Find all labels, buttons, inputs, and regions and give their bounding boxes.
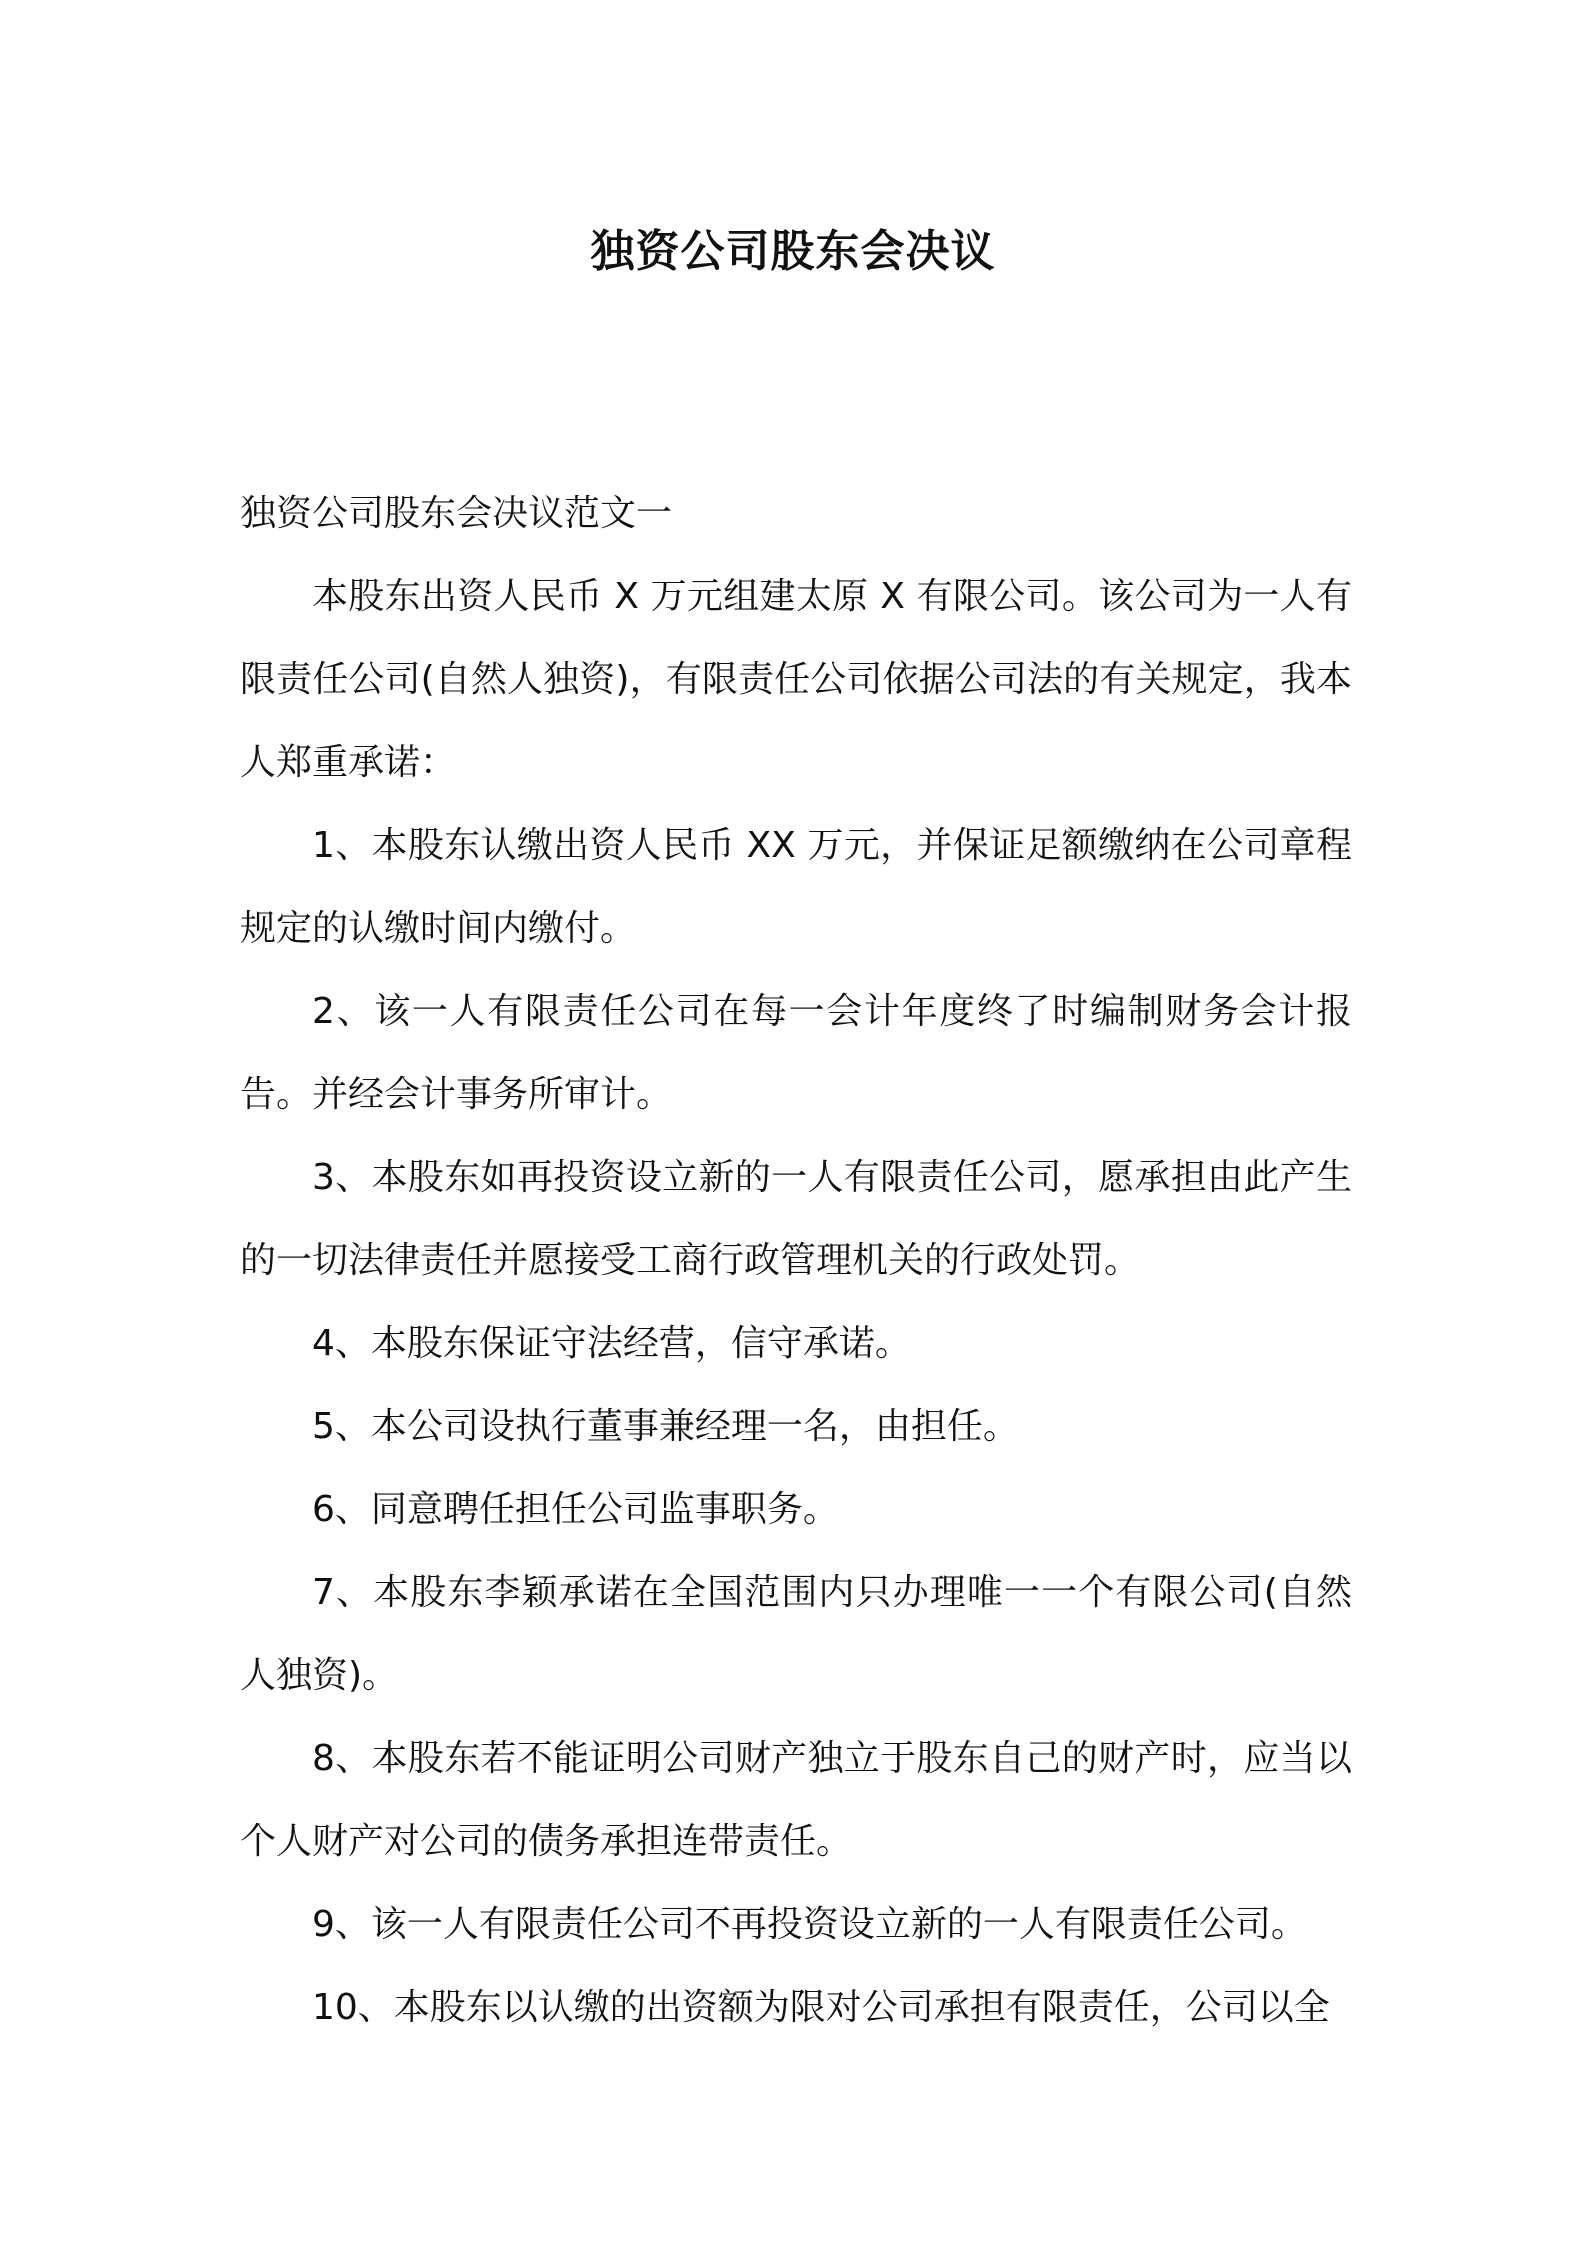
clause-paragraph: 2、该一人有限责任公司在每一会计年度终了时编制财务会计报告。并经会计事务所审计。 [240, 991, 1352, 1115]
document-title: 独资公司股东会决议 [590, 226, 996, 277]
clause-paragraph: 7、本股东李颖承诺在全国范围内只办理唯一一个有限公司(自然人独资)。 [240, 1572, 1352, 1696]
clause-paragraph: 6、同意聘任担任公司监事职务。 [312, 1489, 839, 1530]
clause-paragraph: 1、本股东认缴出资人民币 XX 万元，并保证足额缴纳在公司章程规定的认缴时间内缴付。 [240, 825, 1352, 949]
clause-paragraph: 5、本公司设执行董事兼经理一名，由担任。 [312, 1406, 1019, 1447]
intro-paragraph: 本股东出资人民币 X 万元组建太原 X 有限公司。该公司为一人有限责任公司(自然人独资)，有限责任公司依据公司法的有关规定，我本人郑重承诺： [240, 576, 1352, 783]
document-body [240, 472, 1352, 2049]
document-subtitle: 独资公司股东会决议范文一 [240, 493, 673, 534]
clause-paragraph: 10、本股东以认缴的出资额为限对公司承担有限责任，公司以全 [312, 1987, 1330, 2028]
clause-paragraph: 8、本股东若不能证明公司财产独立于股东自己的财产时，应当以个人财产对公司的债务承担连带责任。 [240, 1738, 1352, 1862]
clause-paragraph: 4、本股东保证守法经营，信守承诺。 [312, 1323, 911, 1364]
clause-paragraph: 9、该一人有限责任公司不再投资设立新的一人有限责任公司。 [312, 1904, 1307, 1945]
clause-paragraph: 3、本股东如再投资设立新的一人有限责任公司，愿承担由此产生的一切法律责任并愿接受工商行政管理机关的行政处罚。 [240, 1157, 1352, 1281]
